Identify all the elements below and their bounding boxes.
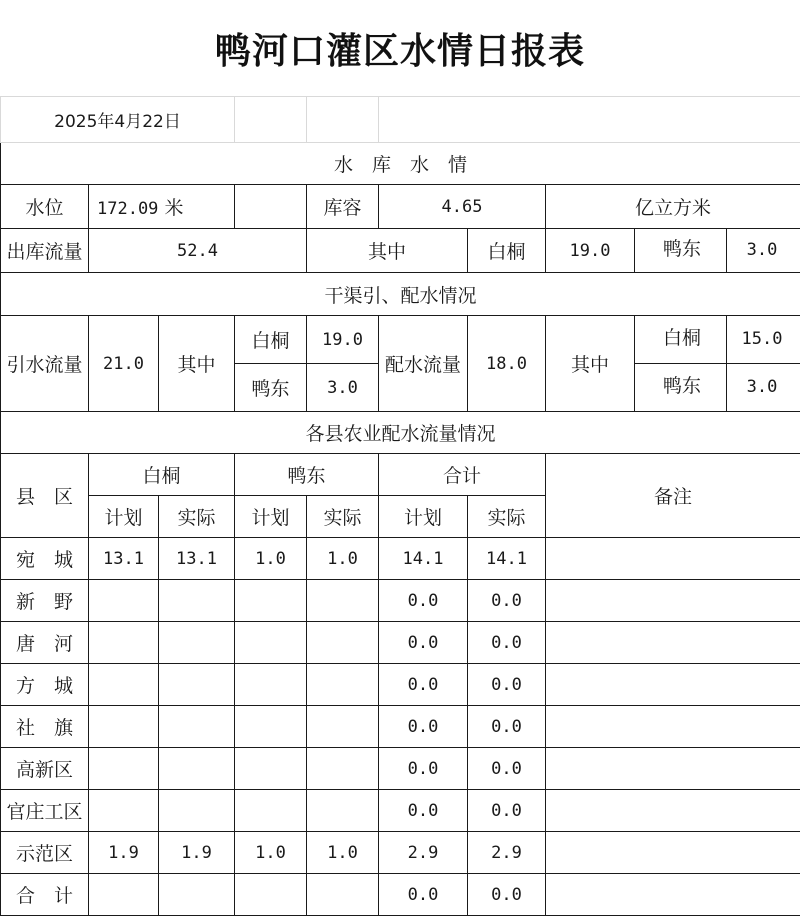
dist-value: 18.0 [468,316,546,412]
total-actual: 0.0 [468,706,546,748]
total-actual: 14.1 [468,538,546,580]
total-actual: 0.0 [468,748,546,790]
intake-among-label: 其中 [159,316,235,412]
remark [546,538,800,580]
baitong-actual: 13.1 [159,538,235,580]
report-title: 鸭河口灌区水情日报表 [0,0,800,96]
baitong-plan: 1.9 [89,832,159,874]
yadong-actual: 1.0 [307,832,379,874]
yadong-plan: 1.0 [235,832,307,874]
county-name: 社 旗 [1,706,89,748]
total-actual: 0.0 [468,622,546,664]
intake-baitong-value: 19.0 [307,316,379,364]
table-row [1,538,800,580]
table-row-total [1,874,800,916]
intake-value: 21.0 [89,316,159,412]
col-total-actual: 实际 [468,496,546,538]
yadong-plan [235,790,307,832]
intake-label: 引水流量 [1,316,89,412]
baitong-plan [89,748,159,790]
water-report-table [0,96,800,916]
county-name: 方 城 [1,664,89,706]
total-plan: 0.0 [379,748,468,790]
date-row [1,97,800,143]
outflow-value: 52.4 [89,229,307,273]
county-section-title: 各县农业配水流量情况 [1,412,800,454]
yadong-plan [235,874,307,916]
level-label: 水位 [1,185,89,229]
baitong-plan [89,790,159,832]
dist-yadong-label: 鸭东 [638,371,726,398]
total-plan: 0.0 [379,874,468,916]
outflow-among-label: 其中 [307,229,468,273]
county-name: 唐 河 [1,622,89,664]
remark [546,748,800,790]
total-actual: 0.0 [468,580,546,622]
reservoir-header-row [1,143,800,185]
baitong-actual: 1.9 [159,832,235,874]
outflow-row [1,229,800,273]
report-date: 2025年4月22日 [1,97,235,143]
table-row [1,790,800,832]
level-value: 172.09 [97,199,158,219]
intake-baitong-label: 白桐 [235,316,307,364]
baitong-plan [89,664,159,706]
capacity-value: 4.65 [379,185,546,229]
table-row [1,622,800,664]
capacity-unit: 亿立方米 [546,185,800,229]
reservoir-section-title: 水 库 水 情 [1,143,800,185]
dist-baitong-value: 15.0 [726,316,797,363]
remark [546,622,800,664]
outflow-yadong-label: 鸭东 [638,234,726,261]
table-row [1,664,800,706]
baitong-plan [89,706,159,748]
remark [546,580,800,622]
baitong-plan [89,874,159,916]
outflow-baitong-label: 白桐 [468,229,546,273]
yadong-plan: 1.0 [235,538,307,580]
table-row [1,748,800,790]
county-name: 示范区 [1,832,89,874]
outflow-yadong-cell [635,229,800,273]
baitong-plan [89,580,159,622]
county-name: 官庄工区 [1,790,89,832]
dist-among-label: 其中 [546,316,635,412]
yadong-actual [307,664,379,706]
county-header-row [1,412,800,454]
dist-yadong-value: 3.0 [726,364,797,411]
outflow-baitong-value: 19.0 [546,229,635,273]
baitong-actual [159,790,235,832]
yadong-actual [307,874,379,916]
county-col-header-row-1 [1,454,800,496]
col-baitong-plan: 计划 [89,496,159,538]
total-actual: 2.9 [468,832,546,874]
remark [546,664,800,706]
canal-section-title: 干渠引、配水情况 [1,273,800,316]
dist-baitong-cell [635,316,800,364]
total-plan: 0.0 [379,664,468,706]
remark [546,706,800,748]
baitong-actual [159,706,235,748]
total-plan: 0.0 [379,706,468,748]
outflow-yadong-value: 3.0 [726,229,797,272]
col-yadong: 鸭东 [235,454,379,496]
baitong-actual [159,580,235,622]
county-name: 宛 城 [1,538,89,580]
outflow-label: 出库流量 [1,229,89,273]
total-plan: 0.0 [379,622,468,664]
col-yadong-plan: 计划 [235,496,307,538]
yadong-plan [235,664,307,706]
total-actual: 0.0 [468,790,546,832]
col-yadong-actual: 实际 [307,496,379,538]
baitong-plan [89,622,159,664]
total-plan: 14.1 [379,538,468,580]
baitong-actual [159,748,235,790]
yadong-plan [235,580,307,622]
county-name: 高新区 [1,748,89,790]
table-row [1,706,800,748]
yadong-actual [307,580,379,622]
col-county: 县 区 [1,454,89,538]
total-actual: 0.0 [468,874,546,916]
level-cell [89,185,235,229]
reservoir-level-row [1,185,800,229]
yadong-actual: 1.0 [307,538,379,580]
baitong-actual [159,622,235,664]
yadong-actual [307,622,379,664]
county-name: 合 计 [1,874,89,916]
dist-baitong-label: 白桐 [638,323,726,350]
canal-row-1 [1,316,800,364]
intake-yadong-label: 鸭东 [235,364,307,412]
remark [546,832,800,874]
col-remark: 备注 [546,454,800,538]
level-unit: 米 [164,197,183,219]
yadong-plan [235,748,307,790]
dist-yadong-cell [635,364,800,412]
total-plan: 0.0 [379,790,468,832]
table-row [1,580,800,622]
capacity-label: 库容 [307,185,379,229]
yadong-actual [307,706,379,748]
total-actual: 0.0 [468,664,546,706]
total-plan: 2.9 [379,832,468,874]
table-row [1,832,800,874]
yadong-plan [235,706,307,748]
dist-label: 配水流量 [379,316,468,412]
county-name: 新 野 [1,580,89,622]
yadong-actual [307,790,379,832]
remark [546,790,800,832]
remark [546,874,800,916]
col-total: 合计 [379,454,546,496]
intake-yadong-value: 3.0 [307,364,379,412]
baitong-plan: 13.1 [89,538,159,580]
yadong-plan [235,622,307,664]
col-baitong-actual: 实际 [159,496,235,538]
yadong-actual [307,748,379,790]
baitong-actual [159,664,235,706]
col-baitong: 白桐 [89,454,235,496]
col-total-plan: 计划 [379,496,468,538]
baitong-actual [159,874,235,916]
canal-header-row [1,273,800,316]
total-plan: 0.0 [379,580,468,622]
